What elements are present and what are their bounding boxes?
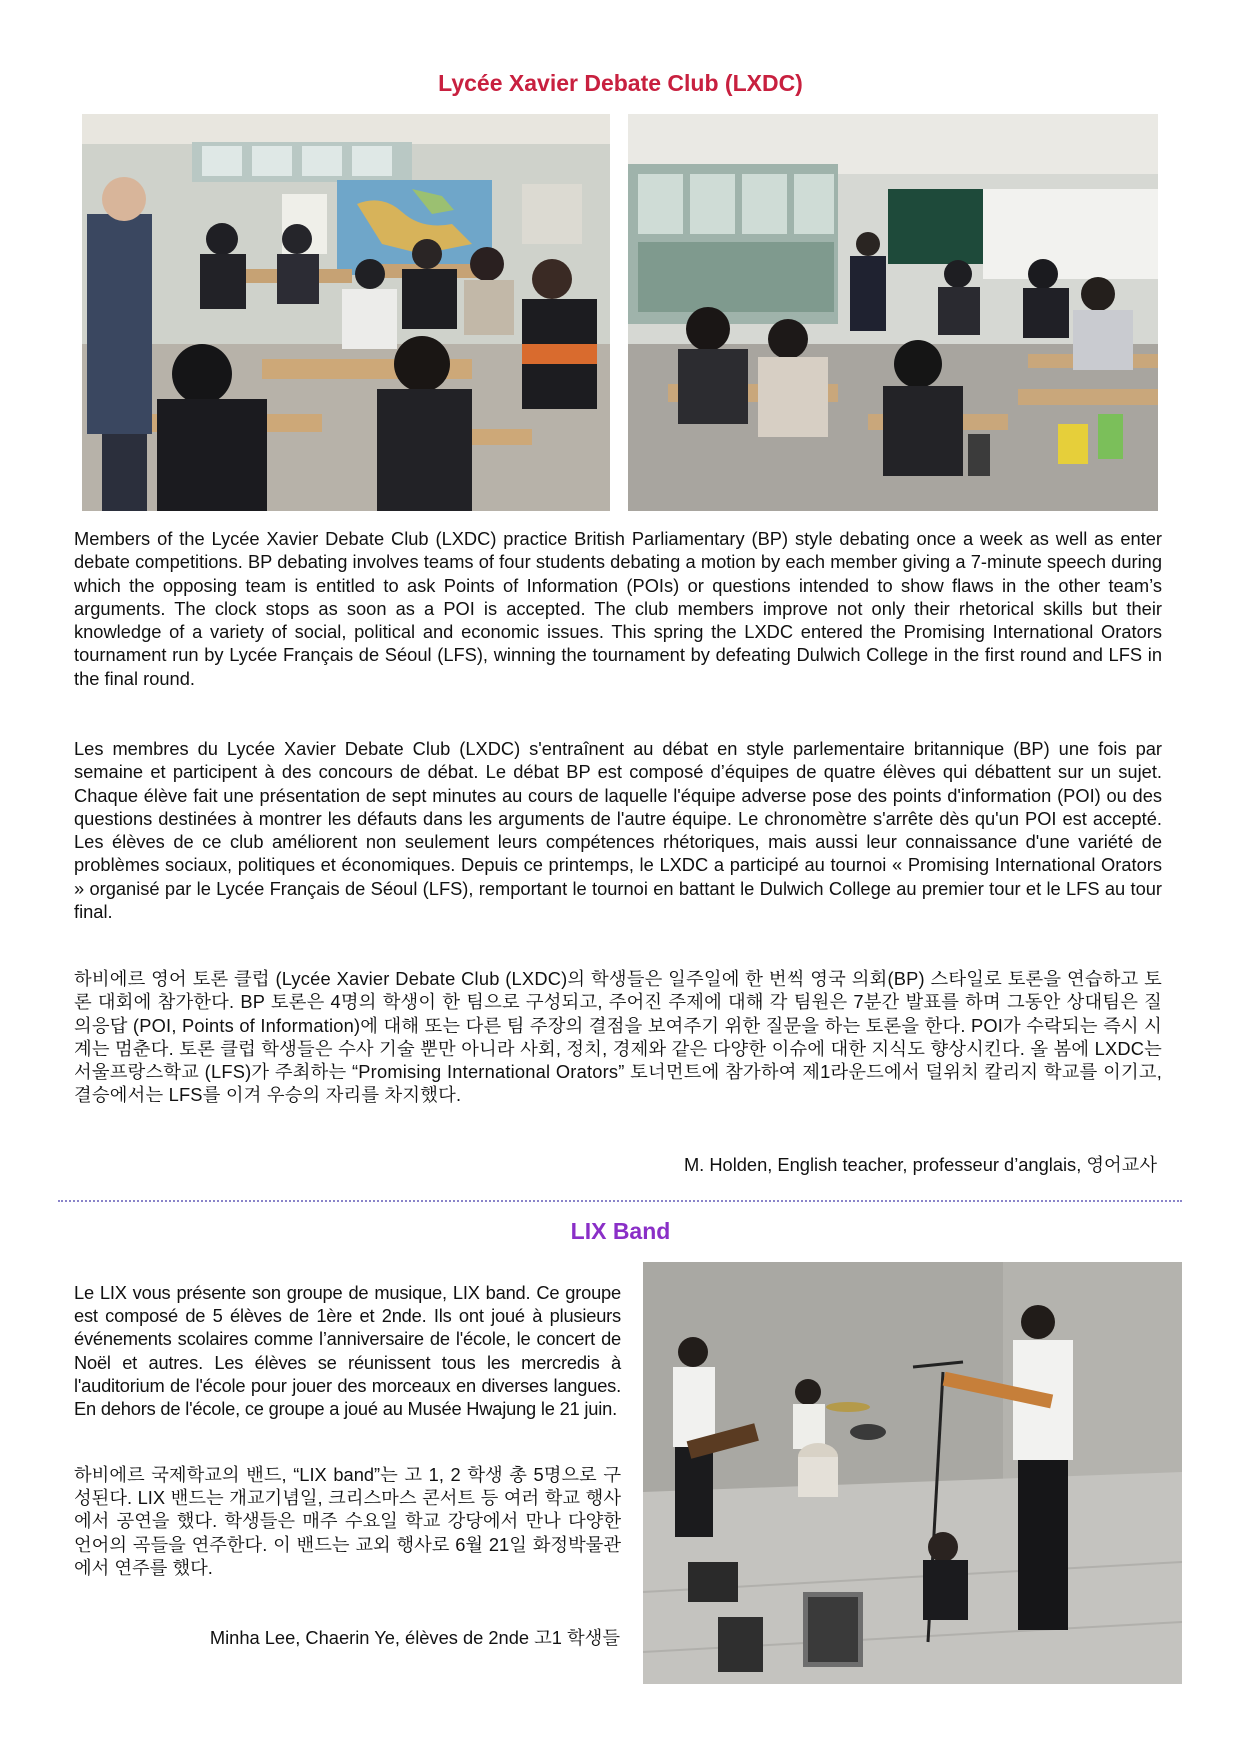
band-paragraph-korean: 하비에르 국제학교의 밴드, “LIX band”는 고 1, 2 학생 총 5명으로 구성된다. LIX 밴드는 개교기념일, 크리스마스 콘서트 등 여러 학교 행사에서 공연을 했다. 학생들은 매주 수요일 학교 강당에서 만나 다양한 언어의 곡들을 연주한다. 이 밴드는 교외 행사로 6월 21일 화정박물관에서 연주를 했다.	[74, 1464, 621, 1578]
debate-classroom-photo-2	[628, 114, 1158, 511]
debate-paragraph-english: Members of the Lycée Xavier Debate Club (LXDC) practice British Parliamentary (BP) style debating once a week as well as enter debate competitions. BP debating involves teams of four students debating a motion by each member giving a 7-minute speech during which the opposing team is entitled to ask Points of Information (POIs) or questions intended to show flaws in the other team’s arguments. The clock stops as soon as a POI is accepted. The club members improve not only their rhetorical skills but their knowledge of a variety of social, political and economic issues. This spring the LXDC entered the Promising International Orators tournament run by Lycée Français de Séoul (LFS), winning the tournament by defeating Dulwich College in the first round and LFS in the final round.	[74, 528, 1162, 689]
debate-club-title: Lycée Xavier Debate Club (LXDC)	[438, 70, 803, 96]
section-divider	[58, 1200, 1182, 1202]
debate-signature: M. Holden, English teacher, professeur d’anglais, 영어교사	[683, 1154, 1157, 1175]
debate-paragraph-korean: 하비에르 영어 토론 클럽 (Lycée Xavier Debate Club (LXDC)의 학생들은 일주일에 한 번씩 영국 의회(BP) 스타일로 토론을 연습하고 토론 대회에 참가한다. BP 토론은 4명의 학생이 한 팀으로 구성되고, 주어진 주제에 대해 각 팀원은 7분간 발표를 하며 그동안 상대팀은 질의응답 (POI, Points of Information)에 대해 또는 다른 팀 주장의 결점을 보여주기 위한 질문을 하는 토론을 한다. POI가 수락되는 즉시 시계는 멈춘다. 토론 클럽 학생들은 수사 기술 뿐만 아니라 사회, 정치, 경제와 같은 다양한 이슈에 대한 지식도 향상시킨다. 올 봄에 LXDC는 서울프랑스학교 (LFS)가 주최하는 “Promising International Orators” 토너먼트에 참가하여 제1라운드에서 덜위치 칼리지 학교를 이기고, 결승에서는 LFS를 이겨 우승의 자리를 차지했다.	[74, 968, 1162, 1106]
band-rehearsal-photo	[643, 1262, 1182, 1684]
debate-paragraph-french: Les membres du Lycée Xavier Debate Club (LXDC) s'entraînent au débat en style parlementaire britannique (BP) une fois par semaine et participent à des concours de débat. Le débat BP est composé d’équipes de quatre élèves qui débattent sur un sujet. Chaque élève fait une présentation de sept minutes au cours de laquelle l'équipe adverse pose des points d'information (POI) ou des questions destinées à montrer les défauts dans les arguments de l'autre équipe. Le chronomètre s'arrête dès qu'un POI est accepté. Les élèves de ce club améliorent non seulement leurs compétences rhétoriques, mais aussi leur connaissance d'une variété de problèmes sociaux, politiques et économiques. Depuis ce printemps, le LXDC a participé au tournoi « Promising International Orators » organisé par le Lycée Français de Séoul (LFS), remportant le tournoi en battant le Dulwich College au premier tour et le LFS au tour final.	[74, 738, 1162, 923]
band-paragraph-french: Le LIX vous présente son groupe de musique, LIX band. Ce groupe est composé de 5 élèves de 1ère et 2nde. Ils ont joué à plusieurs événements scolaires comme l’anniversaire de l'école, le concert de Noël et autres. Les élèves se réunissent tous les mercredis à l'auditorium de l'école pour jouer des morceaux en diverses langues. En dehors de l'école, ce groupe a joué au Musée Hwajung le 21 juin.	[74, 1282, 621, 1420]
debate-classroom-photo-1	[82, 114, 610, 511]
band-title: LIX Band	[570, 1218, 671, 1244]
band-signature: Minha Lee, Chaerin Ye, élèves de 2nde 고1 학생들	[209, 1627, 620, 1648]
